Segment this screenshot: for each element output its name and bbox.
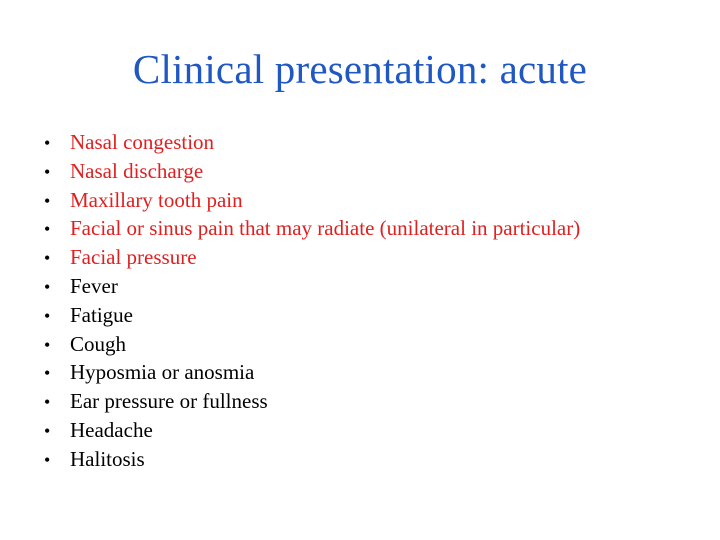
bullet-icon: • (44, 392, 51, 413)
bullet-icon: • (44, 248, 51, 269)
bullet-icon: • (44, 219, 51, 240)
bullet-text: Nasal congestion (70, 130, 215, 154)
bullet-icon: • (44, 363, 51, 384)
bullet-text: Facial pressure (70, 245, 197, 270)
bullet-list (44, 128, 580, 474)
bullet-text: Hyposmia or anosmia (70, 360, 255, 385)
bullet-item (44, 186, 580, 215)
bullet-icon: • (44, 420, 51, 441)
bullet-text: Fever (70, 273, 118, 298)
slide-title: Clinical presentation: acute (132, 46, 588, 92)
bullet-text: Nasal discharge (70, 158, 204, 183)
bullet-text: Maxillary tooth pain (70, 187, 243, 212)
bullet-item (44, 128, 580, 157)
bullet-icon: • (44, 449, 51, 470)
bullet-item (44, 358, 580, 387)
bullet-item (44, 157, 580, 186)
bullet-item (44, 214, 580, 243)
bullet-item (44, 387, 580, 416)
bullet-item (44, 416, 580, 445)
bullet-text: Headache (70, 417, 153, 442)
bullet-icon: • (44, 133, 51, 153)
bullet-item (44, 301, 580, 330)
bullet-item (44, 330, 580, 359)
bullet-item (44, 445, 580, 474)
bullet-text: Fatigue (70, 302, 133, 327)
bullet-text: Ear pressure or fullness (70, 389, 268, 414)
bullet-icon: • (44, 334, 51, 355)
bullet-text: Halitosis (70, 446, 145, 471)
bullet-icon: • (44, 161, 51, 182)
bullet-text: Facial or sinus pain that may radiate (unilateral in particular) (70, 216, 581, 241)
bullet-text: Cough (70, 331, 127, 356)
bullet-item (44, 243, 580, 272)
bullet-item (44, 272, 580, 301)
bullet-icon: • (44, 305, 51, 326)
bullet-icon: • (44, 190, 51, 211)
bullet-icon: • (44, 276, 51, 297)
